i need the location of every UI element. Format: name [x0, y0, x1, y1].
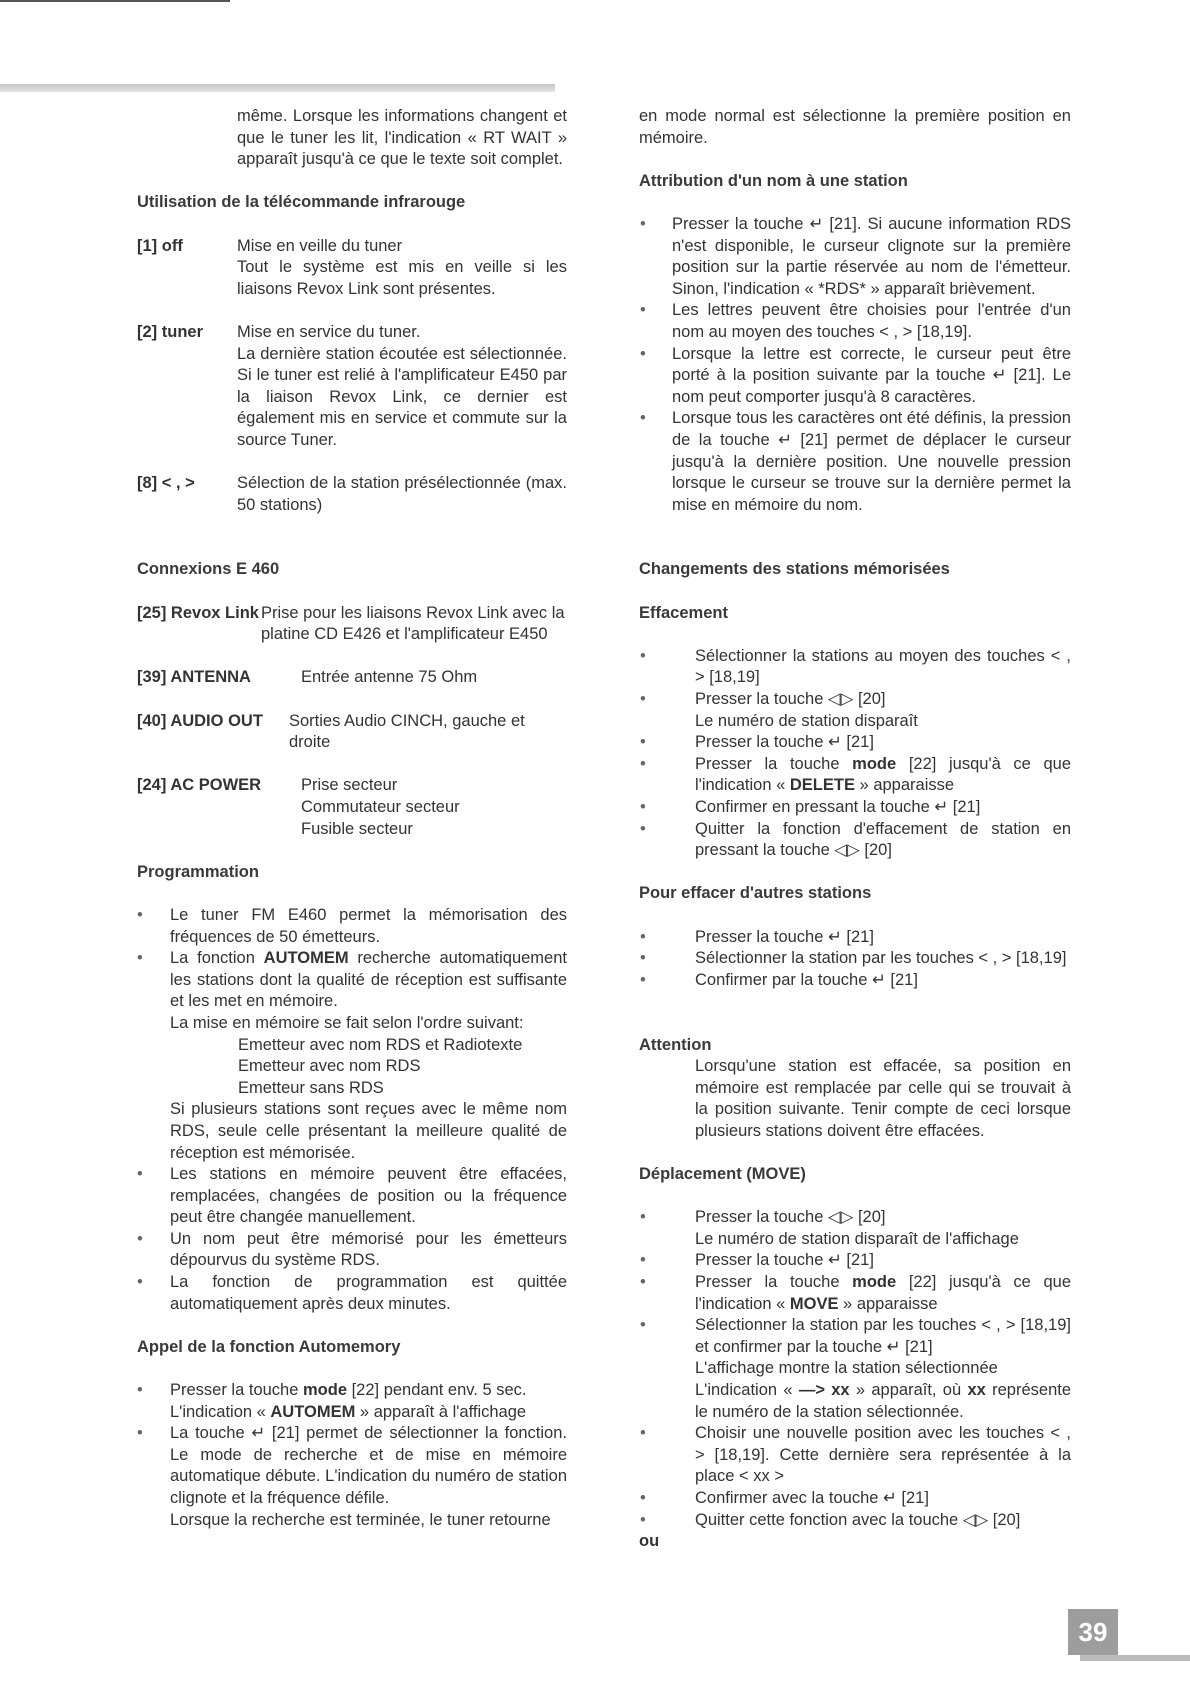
- list-item: • Quitter la fonction d'effacement de station en pressant la touche ◁▷ [20]: [639, 819, 1071, 862]
- list-item: • Quitter cette fonction avec la touche ◁▷ [20]: [639, 1510, 1071, 1532]
- connection-item: [25] Revox Link Prise pour les liaisons Revox Link avec la platine CD E426 et l'amplificateur E450: [137, 603, 565, 644]
- list-item: • La fonction AUTOMEM recherche automatiquement les stations dont la qualité de réception est suffisante et les met en mémoire. La mise en mémoire se fait selon l'ordre suivant: Emetteur avec nom RDS et Radiotexte Emetteur avec nom RDS Emetteur sans RDS Si plusieurs stations sont reçues avec le même nom RDS, seule celle présentant la meilleure qualité de réception est mémorisée.: [137, 948, 567, 1164]
- list-item: • Lorsque la lettre est correcte, le curseur peut être porté à la position suivante par la touche ↵ [21]. Le nom peut comporter jusqu'à 8 caractères.: [639, 344, 1071, 409]
- remote-item: [1] off Mise en veille du tuner Tout le système est mis en veille si les liaisons Revox Link sont présentes.: [137, 236, 567, 298]
- connections-heading: Connexions E 460: [137, 560, 280, 579]
- remote-item: [2] tuner Mise en service du tuner. La dernière station écoutée est sélectionnée. Si le tuner est relié à l'amplificateur E450 par la liaison Revox Link, ce dernier est également mis en service et commute sur la source Tuner.: [137, 322, 567, 449]
- list-item: • La fonction de programmation est quittée automatiquement après deux minutes.: [137, 1272, 567, 1315]
- move-heading: Déplacement (MOVE): [639, 1165, 806, 1184]
- header-bar: [0, 84, 555, 92]
- remote-item: [8] < , > Sélection de la station présélectionnée (max. 50 stations): [137, 474, 567, 514]
- move-list: [639, 1207, 1071, 1531]
- intro-text: même. Lorsque les informations changent et que le tuner les lit, l'indication « RT WAIT » apparaît jusqu'à ce que le texte soit complet.: [237, 107, 567, 169]
- list-item: • Presser la touche ↵ [21]: [639, 732, 1071, 754]
- other-list: [639, 927, 1071, 992]
- delete-heading: Effacement: [639, 603, 728, 622]
- ou-text: ou: [639, 1532, 660, 1551]
- list-item: • Presser la touche mode [22] jusqu'à ce que l'indication « MOVE » apparaisse: [639, 1272, 1071, 1315]
- list-item: • Choisir une nouvelle position avec les touches < , > [18,19]. Cette dernière sera représentée à la place < xx >: [639, 1423, 1071, 1488]
- programming-heading: Programmation: [137, 862, 259, 881]
- programming-list: [137, 905, 567, 1315]
- changes-heading: Changements des stations mémorisées: [639, 560, 950, 579]
- naming-list: [639, 214, 1071, 516]
- left-column: [137, 106, 567, 1553]
- list-item: • Sélectionner la station par les touches < , > [18,19] et confirmer par la touche ↵ [21] L'affichage montre la station sélectionnée L'indication « —> xx » apparaît, où xx représente le numéro de la station sélectionnée.: [639, 1315, 1071, 1423]
- automemory-list: [137, 1380, 567, 1531]
- other-heading: Pour effacer d'autres stations: [639, 884, 872, 903]
- list-item: • Les lettres peuvent être choisies pour l'entrée d'un nom au moyen des touches < , > [18,19].: [639, 300, 1071, 343]
- list-item: • Confirmer en pressant la touche ↵ [21]: [639, 797, 1071, 819]
- page-number: 39: [1068, 1609, 1118, 1655]
- right-column: [639, 106, 1071, 1553]
- automemory-heading: Appel de la fonction Automemory: [137, 1337, 401, 1356]
- connection-item: [40] AUDIO OUT Sorties Audio CINCH, gauche et droite: [137, 711, 525, 752]
- connection-item: [24] AC POWER Prise secteur Commutateur secteur Fusible secteur: [137, 776, 460, 838]
- top-rule: [0, 0, 230, 2]
- list-item: • Le tuner FM E460 permet la mémorisation des fréquences de 50 émetteurs.: [137, 905, 567, 948]
- list-item: • Presser la touche ↵ [21]: [639, 1250, 1071, 1272]
- list-item: • Sélectionner la station par les touches < , > [18,19]: [639, 948, 1071, 970]
- delete-list: [639, 646, 1071, 862]
- list-item: • Un nom peut être mémorisé pour les émetteurs dépourvus du système RDS.: [137, 1229, 567, 1272]
- attention-body: Lorsqu'une station est effacée, sa position en mémoire est remplacée par celle qui se trouvait à la position suivante. Tenir compte de ceci lorsque plusieurs stations doivent être effacées.: [695, 1057, 1071, 1140]
- list-item: • Lorsque tous les caractères ont été définis, la pression de la touche ↵ [21] permet de déplacer le curseur jusqu'à la dernière position. Une nouvelle pression lorsque le curseur se trouve sur la dernière permet la mise en mémoire du nom.: [639, 408, 1071, 516]
- list-item: • La touche ↵ [21] permet de sélectionner la fonction. Le mode de recherche et de mise en mémoire automatique débute. L'indication du numéro de station clignote et la fréquence défile. Lorsque la recherche est terminée, le tuner retourne: [137, 1423, 567, 1531]
- connection-item: [39] ANTENNA Entrée antenne 75 Ohm: [137, 668, 478, 687]
- list-item: • Presser la touche ↵ [21]. Si aucune information RDS n'est disponible, le curseur clignote sur la première position sur la partie réservée au nom de l'émetteur. Sinon, l'indication « *RDS* » apparaît brièvement.: [639, 214, 1071, 300]
- list-item: • Presser la touche ↵ [21]: [639, 927, 1071, 949]
- remote-heading: Utilisation de la télécommande infrarouge: [137, 193, 466, 212]
- list-item: • Presser la touche mode [22] pendant env. 5 sec. L'indication « AUTOMEM » apparaît à l'affichage: [137, 1380, 567, 1423]
- list-item: • Confirmer avec la touche ↵ [21]: [639, 1488, 1071, 1510]
- attention-heading: Attention: [639, 1035, 712, 1054]
- list-item: • Les stations en mémoire peuvent être effacées, remplacées, changées de position ou la fréquence peut être changée manuellement.: [137, 1164, 567, 1229]
- list-item: • Presser la touche ◁▷ [20] Le numéro de station disparaît de l'affichage: [639, 1207, 1071, 1250]
- intro-text: en mode normal est sélectionne la première position en mémoire.: [639, 107, 1071, 147]
- list-item: • Confirmer par la touche ↵ [21]: [639, 970, 1071, 992]
- bottom-edge: [1080, 1655, 1190, 1661]
- list-item: • Presser la touche mode [22] jusqu'à ce que l'indication « DELETE » apparaisse: [639, 754, 1071, 797]
- list-item: • Sélectionner la stations au moyen des touches < , > [18,19]: [639, 646, 1071, 689]
- list-item: • Presser la touche ◁▷ [20] Le numéro de station disparaît: [639, 689, 1071, 732]
- naming-heading: Attribution d'un nom à une station: [639, 171, 908, 190]
